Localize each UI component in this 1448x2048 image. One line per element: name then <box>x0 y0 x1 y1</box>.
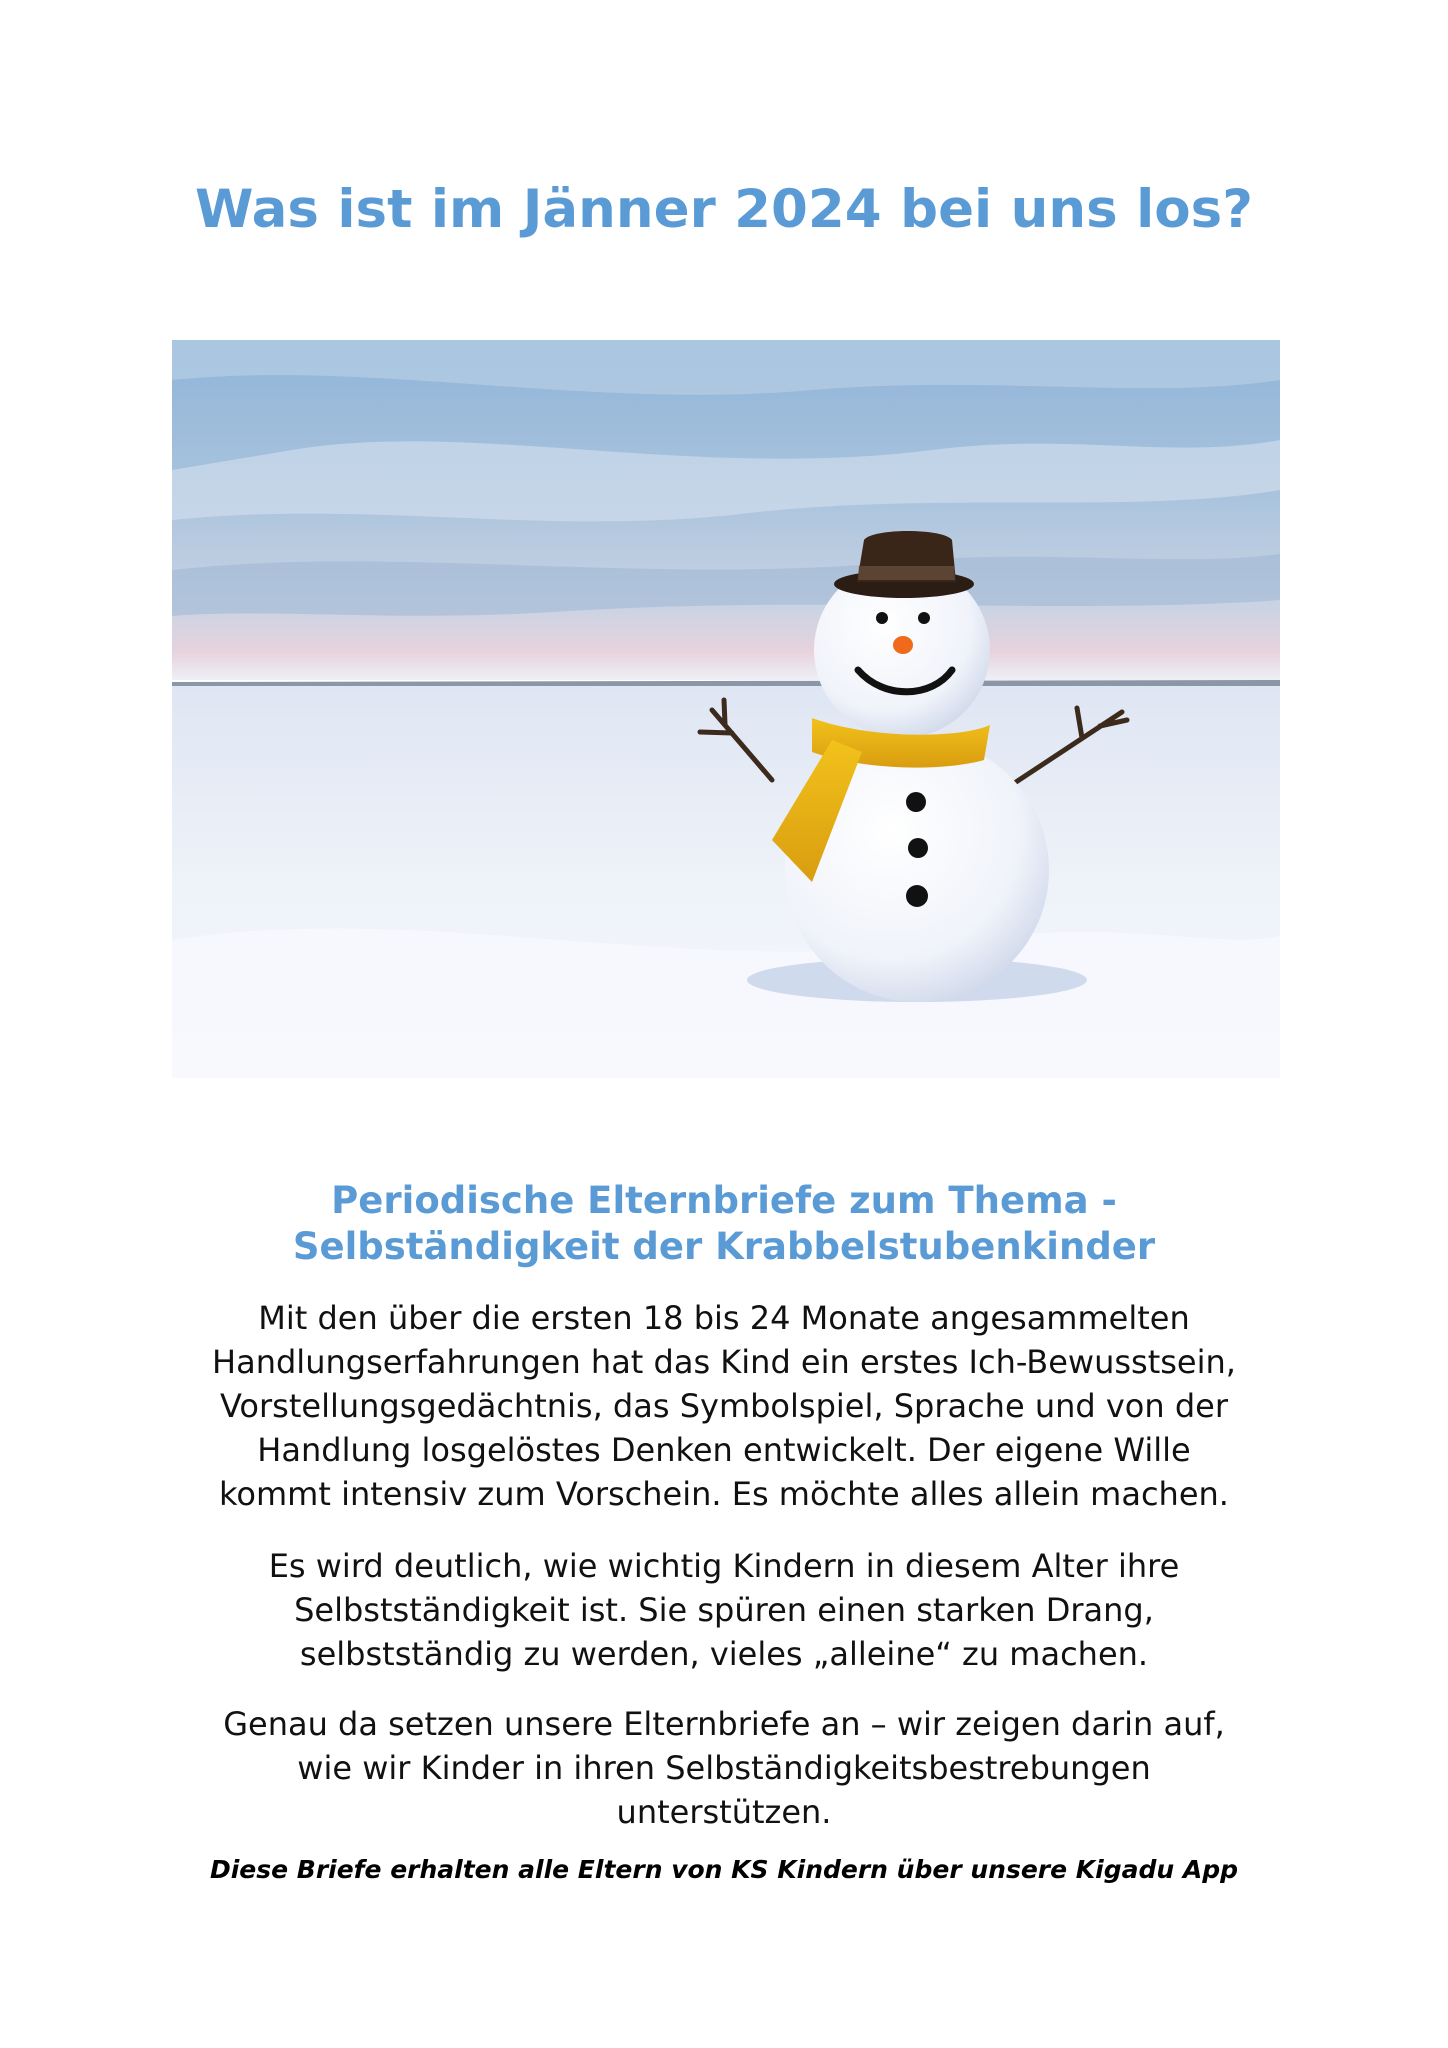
paragraph-parent-letters <box>150 1702 1298 1834</box>
paragraph-line: Handlungserfahrungen hat das Kind ein erstes Ich-Bewusstsein, <box>212 1343 1236 1381</box>
paragraph-line: Mit den über die ersten 18 bis 24 Monate angesammelten <box>258 1299 1190 1337</box>
snowman-illustration <box>172 340 1280 1078</box>
paragraph-independence <box>150 1544 1298 1676</box>
paragraph-line: kommt intensiv zum Vorschein. Es möchte alles allein machen. <box>219 1475 1229 1513</box>
paragraph-line: Vorstellungsgedächtnis, das Symbolspiel, Sprache und von der <box>220 1387 1228 1425</box>
paragraph-line: selbstständig zu werden, vieles „alleine“ zu machen. <box>299 1635 1149 1673</box>
section-heading <box>0 1178 1448 1270</box>
footnote: Diese Briefe erhalten alle Eltern von KS Kindern über unsere Kigadu App <box>209 1855 1239 1884</box>
paragraph-line: wie wir Kinder in ihren Selbständigkeitsbestrebungen <box>297 1749 1151 1787</box>
section-heading-line: Selbständigkeit der Krabbelstubenkinder <box>292 1225 1156 1268</box>
page-title: Was ist im Jänner 2024 bei uns los? <box>195 179 1253 240</box>
paragraph-line: Genau da setzen unsere Elternbriefe an – wir zeigen darin auf, <box>223 1705 1225 1743</box>
snowman-photo <box>172 340 1280 1078</box>
section-heading-line: Periodische Elternbriefe zum Thema - <box>331 1179 1117 1222</box>
paragraph-line: Handlung losgelöstes Denken entwickelt. Der eigene Wille <box>257 1431 1191 1469</box>
paragraph-line: unterstützen. <box>616 1793 832 1831</box>
paragraph-line: Selbstständigkeit ist. Sie spüren einen starken Drang, <box>294 1591 1154 1629</box>
paragraph-line: Es wird deutlich, wie wichtig Kindern in diesem Alter ihre <box>268 1547 1180 1585</box>
paragraph-development <box>150 1296 1298 1516</box>
